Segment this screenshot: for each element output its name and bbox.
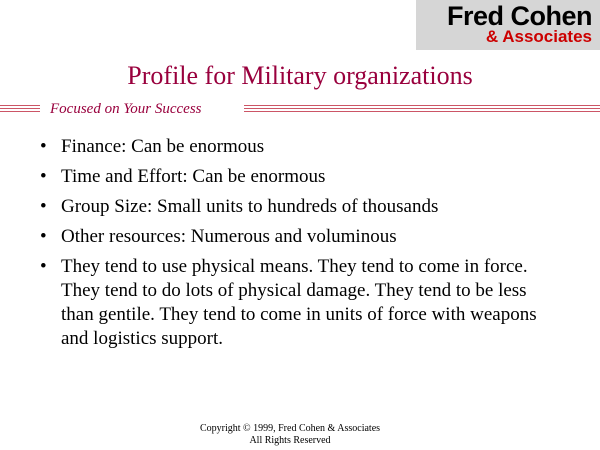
bullet-dot-icon: • bbox=[40, 226, 47, 247]
bullet-list bbox=[40, 135, 560, 357]
slide-title: Profile for Military organizations bbox=[127, 61, 473, 90]
bullet-text: Finance: Can be enormous bbox=[61, 136, 265, 157]
bullet-text: Time and Effort: Can be enormous bbox=[61, 166, 326, 187]
copyright-text: Copyright © 1999, Fred Cohen & Associates bbox=[199, 423, 381, 434]
footer bbox=[0, 423, 580, 447]
bullet-text: They tend to use physical means. They tend to come in force. They tend to do lots of physical damage. They tend to be less than gentile. They tend to come in units of force with weapons and logistics support. bbox=[61, 256, 537, 349]
tagline-rule-left bbox=[0, 105, 40, 112]
rights-text: All Rights Reserved bbox=[249, 435, 331, 446]
bullet-text: Other resources: Numerous and voluminous bbox=[61, 226, 397, 247]
bullet-dot-icon: • bbox=[40, 166, 47, 187]
bullet-item-group-size bbox=[40, 195, 560, 219]
bullet-dot-icon: • bbox=[40, 136, 47, 157]
bullet-text: Group Size: Small units to hundreds of thousands bbox=[61, 196, 439, 217]
bullet-item-physical-means bbox=[40, 255, 560, 351]
company-logo bbox=[416, 0, 600, 50]
tagline-rule-right bbox=[244, 105, 600, 112]
bullet-item-time-effort bbox=[40, 165, 560, 189]
tagline: Focused on Your Success bbox=[50, 101, 202, 117]
bullet-dot-icon: • bbox=[40, 256, 47, 277]
bullet-item-other-resources bbox=[40, 225, 560, 249]
logo-subtitle: & Associates bbox=[485, 27, 592, 46]
logo-name: Fred Cohen bbox=[446, 1, 592, 31]
bullet-item-finance bbox=[40, 135, 560, 159]
bullet-dot-icon: • bbox=[40, 196, 47, 217]
